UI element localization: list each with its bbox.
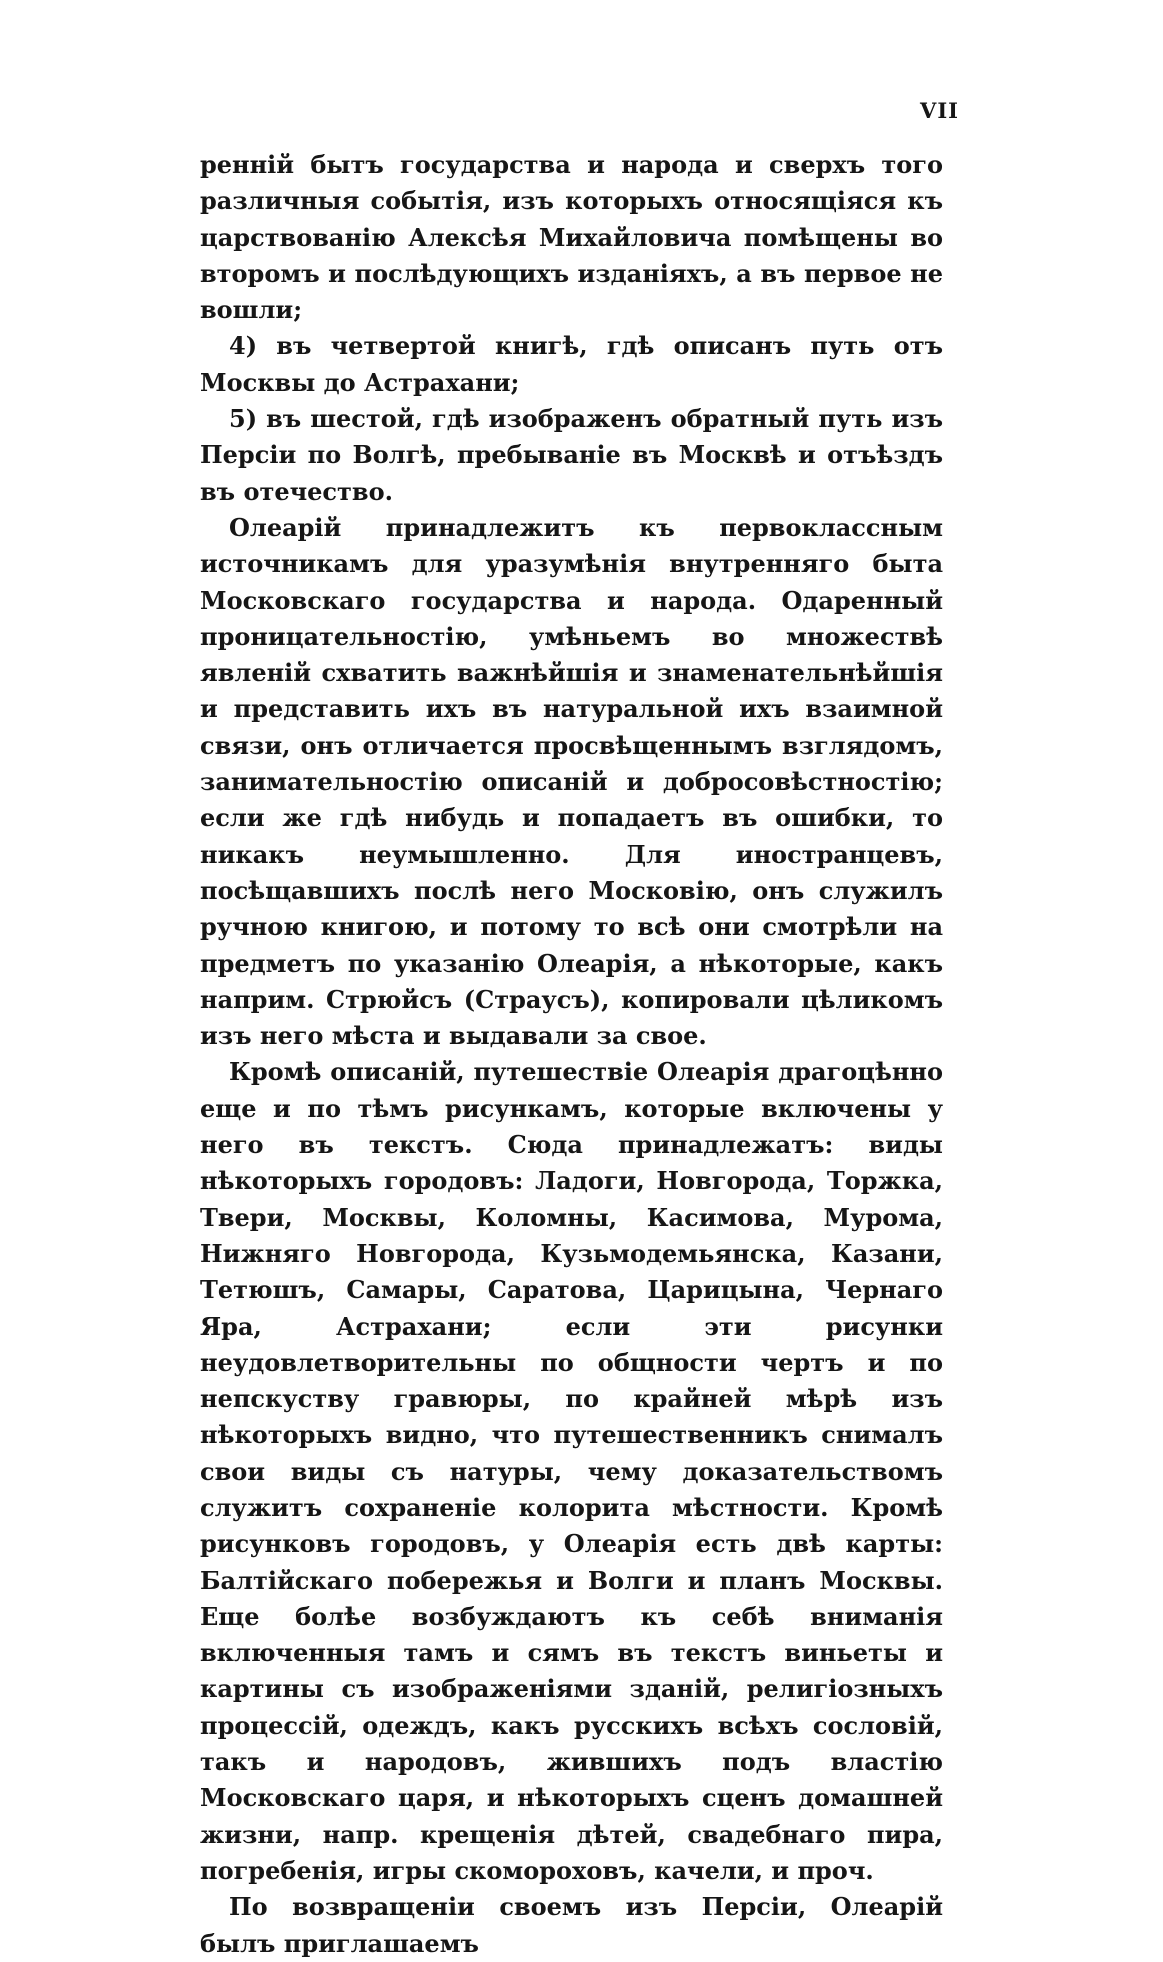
paragraph-illustrations: Кромѣ описаній, путешествіе Олеарія драгоцѣнно еще и по тѣмъ рисункамъ, которые включены у него въ текстъ. Сюда принадлежатъ: виды нѣкоторыхъ городовъ: Ладоги, Новгорода, Торжка, Твери, Москвы, Коломны, Касимова, Мурома, Нижняго Новгорода, Кузьмодемьянска, Казани, Тетюшъ, Самары, Саратова, Царицына, Чернаго Яра, Астрахани; если эти рисунки неудовлетворительны по общности чертъ и по непскуству гравюры, по крайней мѣрѣ изъ нѣкоторыхъ видно, что путешественникъ снималъ свои виды съ натуры, чему доказательствомъ служитъ сохраненіе колорита мѣстности. Кромѣ рисунковъ городовъ, у Олеарія есть двѣ карты: Балтійскаго побережья и Волги и планъ Москвы. Еще болѣе возбуждаютъ къ себѣ вниманія включенныя тамъ и сямъ въ текстъ виньеты и картины съ изображеніями зданій, религіозныхъ процессій, одеждъ, какъ русскихъ всѣхъ сословій, такъ и народовъ, жившихъ подъ властію Московскаго царя, и нѣкоторыхъ сценъ домашней жизни, напр. крещенія дѣтей, свадебнаго пира, погребенія, игры скомороховъ, качели, и проч. xyxy=(200,1057,943,1885)
page-number: VII xyxy=(920,98,959,123)
paragraph-item-4: 4) въ четвертой книгѣ, гдѣ описанъ путь отъ Москвы до Астрахани; xyxy=(200,331,943,397)
body-text xyxy=(200,147,943,1962)
paragraph-olearius-source: Олеарій принадлежитъ къ первоклассным источникамъ для уразумѣнія внутренняго быта Московскаго государства и народа. Одаренный проницательностію, умѣньемъ во множествѣ явленій схватить важнѣйшія и знаменательнѣйшія и представить ихъ въ натуральной ихъ взаимной связи, онъ отличается просвѣщеннымъ взглядомъ, занимательностію описаній и добросовѣстностію; если же гдѣ нибудь и попадаетъ въ ошибки, то никакъ неумышленно. Для иностранцевъ, посѣщавшихъ послѣ него Московію, онъ служилъ ручною книгою, и потому то всѣ они смотрѣли на предметъ по указанію Олеарія, а нѣкоторые, какъ наприм. Стрюйсъ (Страусъ), копировали цѣликомъ изъ него мѣста и выдавали за свое. xyxy=(200,512,943,1051)
paragraph-return-from-persia: По возвращеніи своемъ изъ Персіи, Олеарій былъ приглашаемъ xyxy=(200,1892,943,1958)
paragraph-continuation: ренній бытъ государства и народа и сверхъ того различныя событія, изъ которыхъ относящіяся къ царствованію Алексѣя Михайловича помѣщены во второмъ и послѣдующихъ изданіяхъ, а въ первое не вошли; xyxy=(200,150,943,325)
paragraph-item-5: 5) въ шестой, гдѣ изображенъ обратный путь изъ Персіи по Волгѣ, пребываніе въ Москвѣ и отъѣздъ въ отечество. xyxy=(200,404,943,506)
